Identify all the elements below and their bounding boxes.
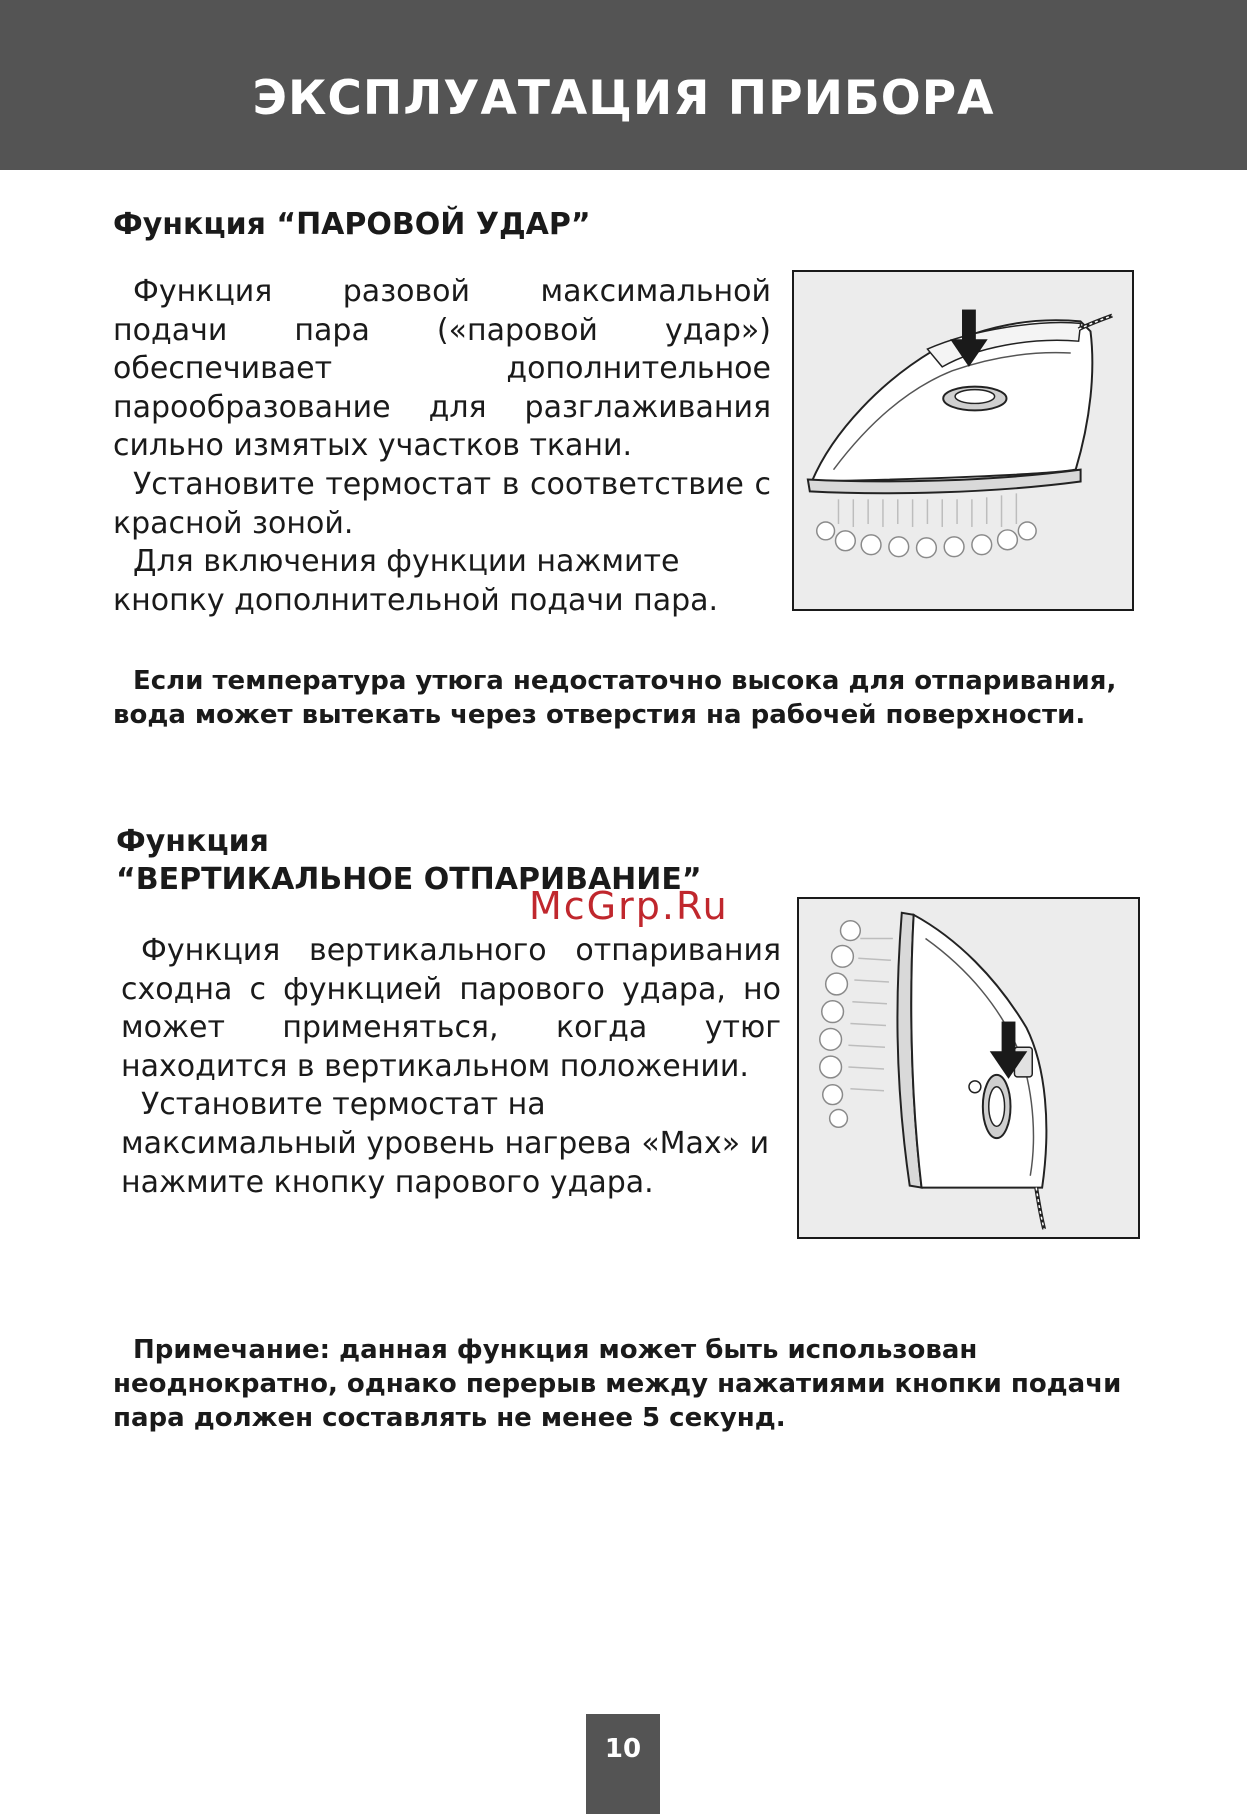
note-text: Если температура утюга недостаточно высока для отпаривания, вода может вытекать через отверстия на рабочей поверхности.	[113, 666, 1117, 730]
page-title: ЭКСПЛУАТАЦИЯ ПРИБОРА	[252, 70, 995, 126]
paragraph: Функция вертикального отпаривания сходна с функцией парового удара, но может применяться, когда утюг находится в вертикальном положении.	[121, 933, 781, 1084]
section-vertical-steam-heading-line2: “ВЕРТИКАЛЬНОЕ ОТПАРИВАНИЕ”	[116, 862, 702, 897]
figure-iron-vertical-steam	[797, 897, 1140, 1239]
iron-vertical-illustration	[799, 899, 1138, 1237]
paragraph: Установите термостат на максимальный уровень нагрева «Max» и нажмите кнопку парового удара.	[121, 1087, 770, 1200]
section-vertical-steam-heading-line1: Функция	[116, 824, 269, 859]
note-text: Примечание: данная функция может быть использован неоднократно, однако перерыв между нажатиями кнопки подачи пара должен составлять не менее 5 секунд.	[113, 1335, 1122, 1433]
iron-horizontal-illustration	[794, 272, 1132, 609]
page-number: 10	[604, 1734, 642, 1764]
page-header	[0, 0, 1247, 170]
section-steam-shot-body	[113, 273, 771, 620]
figure-iron-steam-shot	[792, 270, 1134, 611]
paragraph: Для включения функции нажмите кнопку дополнительной подачи пара.	[113, 544, 719, 618]
watermark: McGrp.Ru	[529, 884, 729, 928]
section-vertical-steam-note	[113, 1333, 1143, 1435]
section-vertical-steam-body	[121, 932, 781, 1202]
section-steam-shot-note	[113, 664, 1123, 732]
paragraph: Установите термостат в соответствие с красной зоной.	[113, 466, 771, 541]
paragraph: Функция разовой максимальной подачи пара («паровой удар») обеспечивает дополнительное парообразование для разглаживания сильно измятых участков ткани.	[113, 274, 771, 464]
page-number-box	[586, 1714, 660, 1814]
section-steam-shot-heading: Функция “ПАРОВОЙ УДАР”	[113, 207, 591, 242]
